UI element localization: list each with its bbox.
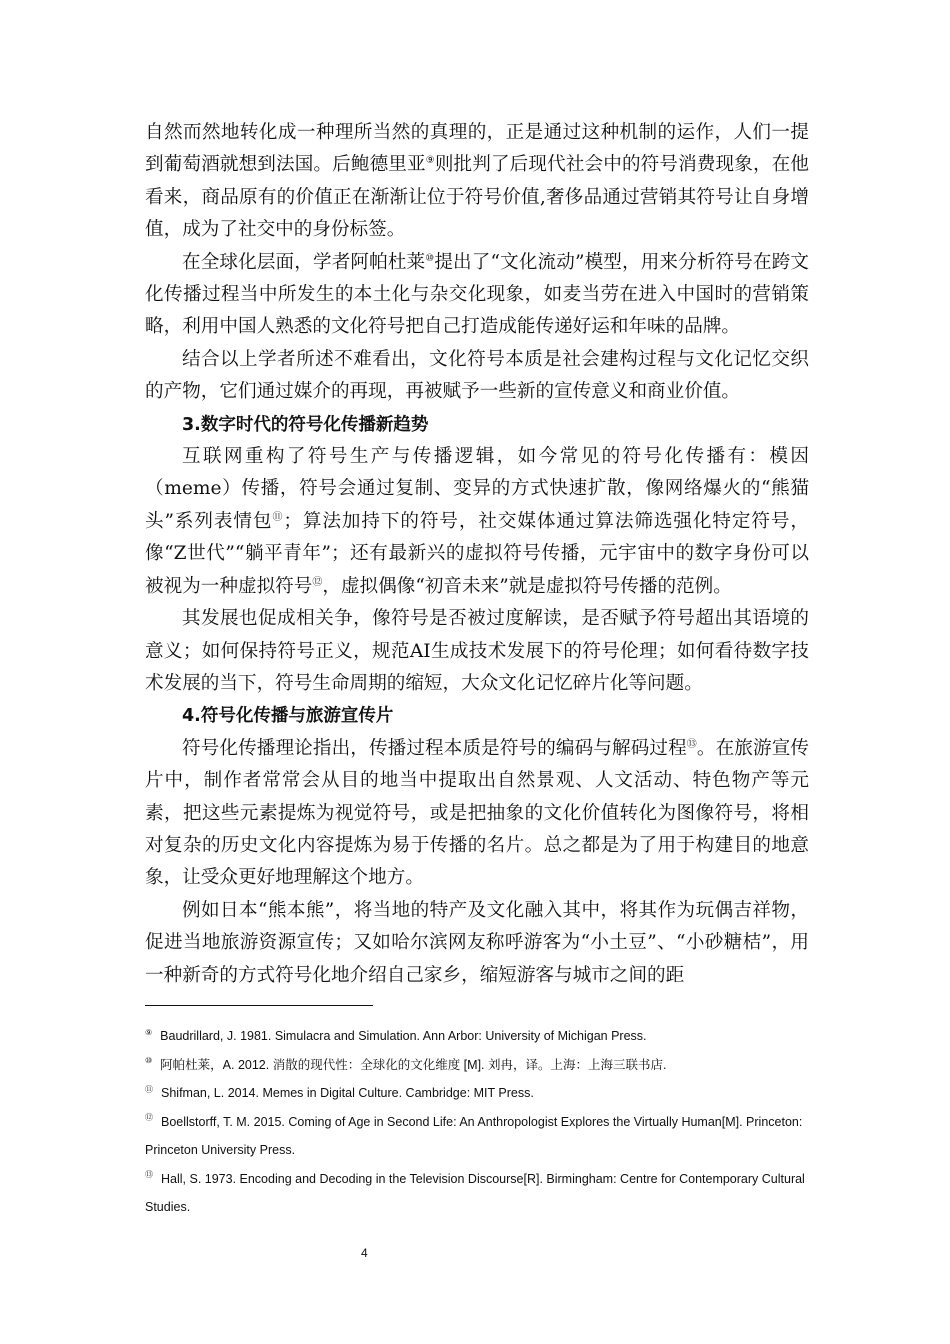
paragraph-1	[145, 117, 809, 247]
paragraph-3: 结合以上学者所述不难看出，文化符号本质是社会建构过程与文化记忆交织的产物，它们通过媒介的再现，再被赋予一些新的宣传意义和商业价值。	[145, 348, 809, 403]
footnote-ref-9: ⑨	[425, 155, 435, 167]
footnote-text: Boellstorff, T. M. 2015. Coming of Age in Second Life: An Anthropologist Explores the Virtually Human[M]. Princeton: Princeton University Press.	[145, 1114, 803, 1157]
footnote-11	[145, 1079, 809, 1108]
section-heading-4: 4.符号化传播与旅游宣传片	[182, 706, 394, 727]
footnote-text: Hall, S. 1973. Encoding and Decoding in the Television Discourse[R]. Birmingham: Centre for Contemporary Cultural Studies.	[145, 1171, 805, 1214]
footnote-text: Shifman, L. 2014. Memes in Digital Culture. Cambridge: MIT Press.	[161, 1086, 534, 1100]
paragraph-text: 在全球化层面，学者阿帕杜莱	[182, 251, 426, 273]
paragraph-4	[145, 441, 809, 603]
footnote-ref-10: ⑩	[425, 252, 435, 264]
page-number: 4	[361, 1246, 368, 1260]
paragraph-text: 符号化传播理论指出，传播过程本质是符号的编码与解码过程	[182, 737, 687, 759]
footnote-number: ⑬	[145, 1170, 153, 1180]
footnotes	[145, 1022, 809, 1222]
footnote-separator	[145, 1005, 373, 1006]
footnote-ref-13: ⑬	[686, 738, 697, 750]
footnote-number: ⑪	[145, 1084, 153, 1094]
footnote-text: Baudrillard, J. 1981. Simulacra and Simulation. Ann Arbor: University of Michigan Press.	[160, 1029, 647, 1043]
footnote-number: ⑫	[145, 1113, 153, 1123]
paragraph-text: 则批判了后现代社会中的符号消费现象，在他看来，商品原有的价值正在渐渐让位于符号价值,奢侈品通过营销其符号让自身增值，成为了社交中的身份标签。	[145, 154, 809, 241]
paragraph-6	[145, 733, 809, 895]
paragraph-text: 互联网重构了符号生产与传播逻辑，如今常见的符号化传播有：模因（meme）传播，符号会通过复制、变异的方式快速扩散，像网络爆火的“熊猫头”系列表情包	[145, 446, 809, 532]
footnote-ref-12: ⑫	[312, 576, 323, 588]
section-heading-3: 3.数字时代的符号化传播新趋势	[182, 414, 429, 435]
paragraph-5: 其发展也促成相关争，像符号是否被过度解读，是否赋予符号超出其语境的意义；如何保持符号正义，规范AI生成技术发展下的符号伦理；如何看待数字技术发展的当下，符号生命周期的缩短，大众文化记忆碎片化等问题。	[145, 608, 809, 694]
paragraph-text: 提出了“文化流动”模型，用来分析符号在跨文化传播过程当中所发生的本土化与杂交化现象，如麦当劳在进入中国时的营销策略，利用中国人熟悉的文化符号把自己打造成能传递好运和年味的品牌。	[145, 251, 809, 338]
footnote-13	[145, 1165, 809, 1222]
paragraph-text: 自然而然地转化成一种理所当然的真理的，正是通过这种机制的运作，人们一提到葡萄酒就想到法国。后鲍德里亚	[145, 122, 809, 176]
paragraph-7: 例如日本“熊本熊”，将当地的特产及文化融入其中，将其作为玩偶吉祥物，促进当地旅游资源宣传；又如哈尔滨网友称呼游客为“小土豆”、“小砂糖桔”，用一种新奇的方式符号化地介绍自己家乡，缩短游客与城市之间的距	[145, 899, 809, 986]
paragraph-2	[145, 247, 809, 344]
footnote-ref-11: ⑪	[272, 511, 284, 523]
body-text	[145, 117, 809, 992]
paragraph-text: 。在旅游宣传片中，制作者常常会从目的地当中提取出自然景观、人文活动、特色物产等元素，把这些元素提炼为视觉符号，或是把抽象的文化价值转化为图像符号，将相对复杂的历史文化内容提炼为易于传播的名片。总之都是为了用于构建目的地意象，让受众更好地理解这个地方。	[145, 737, 809, 889]
footnote-10	[145, 1051, 809, 1080]
paragraph-text: ，虚拟偶像“初音未来”就是虚拟符号传播的范例。	[322, 575, 732, 597]
footnote-9	[145, 1022, 809, 1051]
footnote-12	[145, 1108, 809, 1165]
footnote-number: ⑩	[145, 1056, 153, 1066]
footnote-number: ⑨	[145, 1027, 153, 1037]
paragraph-text: ；算法加持下的符号，社交媒体通过算法筛选强化特定符号，像“Z世代”“躺平青年”；还有最新兴的虚拟符号传播，元宇宙中的数字身份可以被视为一种虚拟符号	[145, 510, 810, 597]
footnote-text: 阿帕杜莱，A. 2012. 消散的现代性：全球化的文化维度 [M]. 刘冉，译。上海：上海三联书店.	[160, 1057, 667, 1072]
